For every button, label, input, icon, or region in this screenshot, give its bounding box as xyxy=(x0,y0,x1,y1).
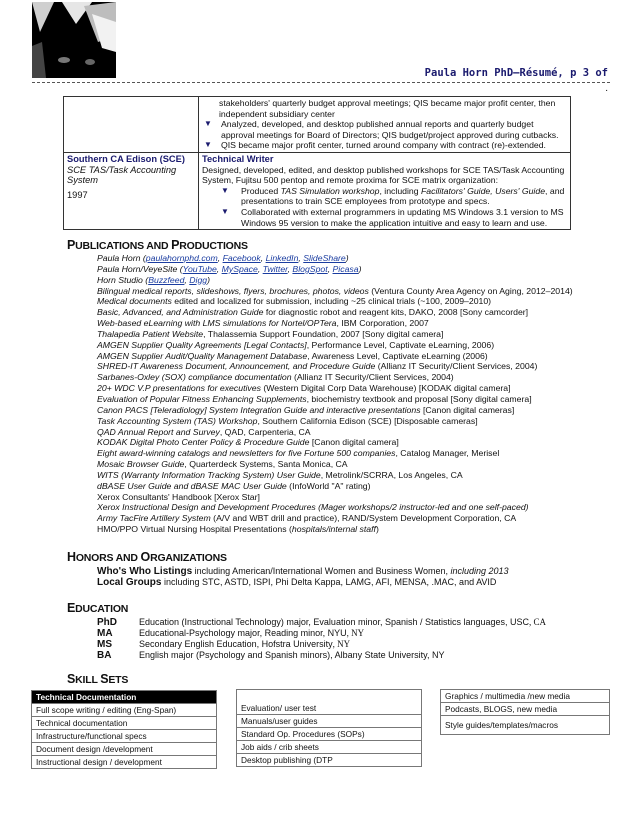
heading-rest: DUCATION xyxy=(75,603,129,615)
link-digg[interactable]: Digg xyxy=(189,274,208,285)
link-facebook[interactable]: Facebook xyxy=(222,253,261,263)
text-run: Bilingual medical reports, slideshows, flyers, brochures, photos, videos xyxy=(97,285,369,296)
link-blogspot[interactable]: BlogSpot xyxy=(292,263,328,274)
text-run: ) xyxy=(345,253,349,263)
section-heading-skills xyxy=(67,672,128,686)
skill-cell: Desktop publishing (DTP xyxy=(237,754,422,767)
text-run: (Allianz IT Security/Client Services, 2004) xyxy=(375,361,538,372)
text-run: , Awareness Level, Captivate eLearning (2006) xyxy=(307,350,488,361)
table-cell-empty xyxy=(64,97,199,153)
employer-name: Southern CA Edison (SCE) xyxy=(67,153,185,164)
skill-cell: Full scope writing / editing (Eng-Span) xyxy=(32,704,217,717)
bullet-text: Analyzed, developed, and desktop published annual reports and quarterly budget approval meetings for Board of Directors; QIS budget/project approved during cutbacks. xyxy=(221,119,559,140)
heading-rest: ETS xyxy=(108,674,129,686)
text-run: Xerox Instructional Design and Development Procedures (Mager workshops/2 instructor-led and one self-paced) xyxy=(97,502,529,513)
job-year: 1997 xyxy=(67,189,88,200)
text-run: for diagnostic robot and reagent kits, DAKO, 2008 [Sony camcorder] xyxy=(263,307,529,318)
triangle-down-icon: ▼ xyxy=(204,140,212,150)
table-row xyxy=(32,730,217,743)
list-item xyxy=(97,286,627,297)
table-row xyxy=(237,728,422,741)
list-item xyxy=(97,427,627,438)
list-item xyxy=(97,502,627,513)
text-run: Mosaic Browser Guide xyxy=(97,459,185,470)
link-linkedin[interactable]: LinkedIn xyxy=(265,253,299,263)
text-run: Eight award-winning catalogs and newsletters for five Fortune 500 companies xyxy=(97,448,396,459)
job-description: Designed, developed, edited, and desktop published workshops for SCE TAS/Task Accounting System, Fujitsu 500 pentop and remote proxima for SCE matrix organization: xyxy=(202,164,565,186)
bullet-text: QIS became major profit center, turned around company with contract (re)-extended. xyxy=(221,140,546,151)
experience-table xyxy=(63,96,571,230)
link-paulahornphd[interactable]: paulahornphd.com xyxy=(145,253,218,263)
list-item xyxy=(97,351,627,362)
text-run: , IBM Corporation, 2007 xyxy=(336,318,429,329)
text-run: , Metrolink/SCRRA, Los Angeles, CA xyxy=(320,469,463,480)
skill-cell: Job aids / crib sheets xyxy=(237,741,422,754)
list-item xyxy=(202,207,567,228)
degree-text: Secondary English Education, Hofstra University xyxy=(139,639,333,649)
skills-header-cell: Technical Documentation xyxy=(32,691,217,704)
text-run: Paula Horn/VeyeSite ( xyxy=(97,263,183,274)
text-run: , xyxy=(298,253,304,263)
job-meta-cell xyxy=(64,152,199,229)
heading-rest: UBLICATIONS AND xyxy=(75,240,172,252)
table-row xyxy=(64,152,571,229)
list-item xyxy=(97,275,627,286)
list-item xyxy=(97,307,627,318)
section-heading-education xyxy=(67,601,128,615)
text-run: , xyxy=(184,274,190,285)
heading-cap: O xyxy=(140,550,151,564)
text-run: AMGEN Supplier Audit/Quality Management Database xyxy=(97,350,308,361)
text-run: , Performance Level, Captivate eLearning, 2006) xyxy=(306,339,495,350)
table-row xyxy=(237,715,422,728)
text-run: Medical documents xyxy=(97,296,172,307)
text-run: , xyxy=(217,253,223,263)
list-item xyxy=(97,394,627,405)
job-title: Technical Writer xyxy=(202,153,274,164)
skill-cell: Graphics / multimedia /new media xyxy=(441,690,610,703)
link-twitter[interactable]: Twitter xyxy=(262,263,288,274)
text-run: Basic, Advanced, and Administration Guide xyxy=(97,307,264,318)
bullet-text xyxy=(241,186,567,207)
text-run: , and presentations to train SCE employees from prototype and specs. xyxy=(241,185,565,207)
skill-cell: Technical documentation xyxy=(32,717,217,730)
link-myspace[interactable]: MySpace xyxy=(221,263,258,274)
text-run: Thalapedia Patient Website xyxy=(97,328,204,339)
text-run: Task Accounting System (TAS) Workshop xyxy=(97,415,258,426)
degree-text: Education (Instructional Technology) major, Evaluation minor, Spanish / Statistics languages, USC xyxy=(139,617,530,627)
heading-cap: E xyxy=(67,601,76,615)
text-run: Army TacFire Artillery System xyxy=(97,513,211,524)
degree-text: Educational-Psychology major, Reading minor, NYU xyxy=(139,628,347,638)
skill-cell-empty xyxy=(237,690,422,703)
text-run: [Canon digital cameras] xyxy=(420,404,515,415)
degree-label: BA xyxy=(97,650,112,661)
text-run: Evaluation of Popular Fitness Enhancing Supplements xyxy=(97,393,307,404)
triangle-down-icon: ▼ xyxy=(221,206,229,216)
link-slideshare[interactable]: SlideShare xyxy=(303,253,346,263)
list-item xyxy=(97,650,546,661)
table-row xyxy=(32,691,217,704)
text-run: , CA xyxy=(529,617,547,627)
text-run: Local Groups xyxy=(97,577,162,588)
heading-cap: S xyxy=(100,672,109,686)
honors-list xyxy=(97,566,509,588)
text-run: (Ventura County Area Agency on Aging, 2012–2014) xyxy=(368,285,573,296)
text-run: dBASE User Guide and dBASE MAC User Guide xyxy=(97,480,287,491)
text-run: SHRED-IT Awareness Document, Announcement, and Procedure Guide xyxy=(97,361,376,372)
text-run: (Western Digital Corp Data Warehouse) [KODAK digital camera] xyxy=(260,383,511,394)
heading-rest: KILL xyxy=(75,674,101,686)
list-item xyxy=(97,416,627,427)
list-item xyxy=(97,405,627,416)
text-run: [Canon digital camera] xyxy=(309,437,399,448)
table-row xyxy=(32,704,217,717)
text-run: Xerox Consultants' Handbook [Xerox Star] xyxy=(97,491,260,502)
skills-table-col1 xyxy=(31,690,217,769)
skill-cell: Instructional design / development xyxy=(32,756,217,769)
table-row xyxy=(32,717,217,730)
text-run: , Catalog Manager, Merisel xyxy=(395,448,500,459)
publications-list xyxy=(97,253,627,535)
text-run: , NY xyxy=(332,639,351,649)
text-run: AMGEN Supplier Quality Agreements [Legal Contacts] xyxy=(97,339,307,350)
list-item xyxy=(97,264,627,275)
page-header-title: Paula Horn PhD—Résumé, p 3 of xyxy=(424,67,608,79)
text-run: , xyxy=(287,263,293,274)
table-row xyxy=(237,754,422,767)
list-item xyxy=(202,119,567,140)
list-item xyxy=(97,437,627,448)
list-item xyxy=(202,140,567,151)
table-row xyxy=(32,756,217,769)
text-run: QAD Annual Report and Survey xyxy=(97,426,220,437)
bullet-text: Collaborated with external programmers in updating MS Windows 3.1 version to MS Windows 95 version to make the application intuitive and easy to learn and use. xyxy=(241,206,564,228)
text-run: including STC, ASTD, ISPI, Phi Delta Kappa, LAMG, AFI, MENSA, .MAC, and AVID xyxy=(161,577,497,587)
text-run: , Southern California Edison (SCE) [Disposable cameras] xyxy=(257,415,478,426)
text-run: Produced xyxy=(241,185,279,196)
heading-cap: H xyxy=(67,550,76,564)
text-run: ) xyxy=(375,524,379,535)
skill-cell: Evaluation/ user test xyxy=(237,702,422,715)
text-run: Who's Who Listings xyxy=(97,566,193,577)
skills-table-col3 xyxy=(440,689,610,735)
text-run: Web-based eLearning with LMS simulations for Nortel/OPTera xyxy=(97,318,337,329)
header-rule xyxy=(32,82,610,83)
text-run: , xyxy=(216,263,222,274)
text-run: , NY xyxy=(346,628,365,638)
bullet-continuation: stakeholders' quarterly budget approval meetings; QIS became major profit center, then independent subsidiary center xyxy=(219,98,556,119)
project-name: SCE TAS/Task Accounting System xyxy=(67,164,177,186)
skill-cell: Infrastructure/functional specs xyxy=(32,730,217,743)
text-run: including American/International Women and Business Women, xyxy=(192,566,451,576)
skill-cell: Document design /development xyxy=(32,743,217,756)
header-rule-end: . xyxy=(605,83,608,94)
text-run: (Allianz IT Security/Client Services, 2004) xyxy=(291,372,454,383)
list-item xyxy=(97,340,627,351)
skill-cell: Style guides/templates/macros xyxy=(441,716,610,735)
list-item xyxy=(97,617,546,628)
text-run: , xyxy=(257,263,263,274)
list-item xyxy=(97,361,627,372)
text-run: , Thalassemia Support Foundation, 2007 [Sony digital camera] xyxy=(203,328,444,339)
text-run: hospitals/internal staff xyxy=(291,524,376,535)
list-item xyxy=(97,481,627,492)
degree-text: English major (Psychology and Spanish minors), Albany State University, NY xyxy=(139,650,445,660)
text-run: , xyxy=(327,263,333,274)
text-run: , QAD, Carpenteria, CA xyxy=(219,426,311,437)
list-item xyxy=(97,566,509,577)
list-item xyxy=(97,492,627,503)
table-row xyxy=(237,702,422,715)
list-item xyxy=(97,296,627,307)
heading-rest: RGANIZATIONS xyxy=(150,552,227,564)
text-run: HMO/PPO Virtual Nursing Hospital Presentations ( xyxy=(97,524,292,535)
job-detail-cell xyxy=(199,152,571,229)
table-row xyxy=(237,741,422,754)
text-run: Facilitators' Guide, Users' Guide xyxy=(421,185,546,196)
list-item xyxy=(97,524,627,535)
section-heading-publications xyxy=(67,238,248,252)
table-row xyxy=(32,743,217,756)
text-run: Horn Studio ( xyxy=(97,274,149,285)
link-picasa[interactable]: Picasa xyxy=(332,263,359,274)
text-run: edited and localized for submission, including ~25 clinical trials (~100, 2009–2010) xyxy=(171,296,492,307)
list-item xyxy=(97,383,627,394)
cat-logo-image xyxy=(32,2,116,78)
text-run: , Quarterdeck Systems, Santa Monica, CA xyxy=(184,459,348,470)
text-run: , including xyxy=(379,185,419,196)
text-run: ) xyxy=(207,274,211,285)
table-row xyxy=(64,97,571,153)
skill-cell: Standard Op. Procedures (SOPs) xyxy=(237,728,422,741)
text-run: , biochemistry textbook and proposal [Sony digital camera] xyxy=(306,393,532,404)
table-row xyxy=(441,703,610,716)
text-run: , xyxy=(260,253,266,263)
table-cell-bullets xyxy=(199,97,571,153)
link-youtube[interactable]: YouTube xyxy=(182,263,217,274)
text-run: including 2013 xyxy=(450,566,509,576)
heading-cap: S xyxy=(67,672,76,686)
education-list xyxy=(97,617,546,661)
list-item xyxy=(97,329,627,340)
heading-cap: P xyxy=(171,238,180,252)
list-item xyxy=(97,253,627,264)
text-run: Canon PACS [Teleradiology] System Integration Guide and interactive presentations xyxy=(97,404,421,415)
heading-cap: P xyxy=(67,238,76,252)
text-run: 20+ WDC V.P presentations for executives xyxy=(97,383,261,394)
text-run: Paula Horn ( xyxy=(97,253,146,263)
skill-cell: Podcasts, BLOGS, new media xyxy=(441,703,610,716)
text-run: Sarbanes-Oxley (SOX) compliance documentation xyxy=(97,372,292,383)
link-buzzfeed[interactable]: Buzzfeed xyxy=(148,274,185,285)
list-item xyxy=(97,513,627,524)
list-item xyxy=(97,639,546,650)
degree-label: PhD xyxy=(97,617,117,628)
list-item xyxy=(97,448,627,459)
skill-cell: Manuals/user guides xyxy=(237,715,422,728)
text-run: KODAK Digital Photo Center Policy & Procedure Guide xyxy=(97,437,310,448)
list-item xyxy=(97,577,509,588)
text-run: ) xyxy=(358,263,362,274)
degree-label: MS xyxy=(97,639,112,650)
heading-rest: ONORS AND xyxy=(75,552,141,564)
table-row xyxy=(441,690,610,703)
list-item xyxy=(97,628,546,639)
heading-rest: RODUCTIONS xyxy=(179,240,248,252)
text-run: WITS (Warranty Information Tracking System) User Guide xyxy=(97,469,321,480)
text-run: TAS Simulation workshop xyxy=(280,185,380,196)
list-item xyxy=(97,372,627,383)
degree-label: MA xyxy=(97,628,113,639)
list-item xyxy=(97,318,627,329)
table-row xyxy=(441,716,610,735)
list-item xyxy=(97,459,627,470)
text-run: (A/V and WBT drill and practice), RAND/System Development Corporation, CA xyxy=(210,513,517,524)
triangle-down-icon: ▼ xyxy=(204,119,212,129)
list-item xyxy=(202,186,567,207)
skills-table-col2 xyxy=(236,689,422,767)
list-item xyxy=(97,470,627,481)
triangle-down-icon: ▼ xyxy=(221,185,229,195)
table-row xyxy=(237,690,422,703)
text-run: (InfoWorld "A" rating) xyxy=(286,480,371,491)
section-heading-honors xyxy=(67,550,227,564)
